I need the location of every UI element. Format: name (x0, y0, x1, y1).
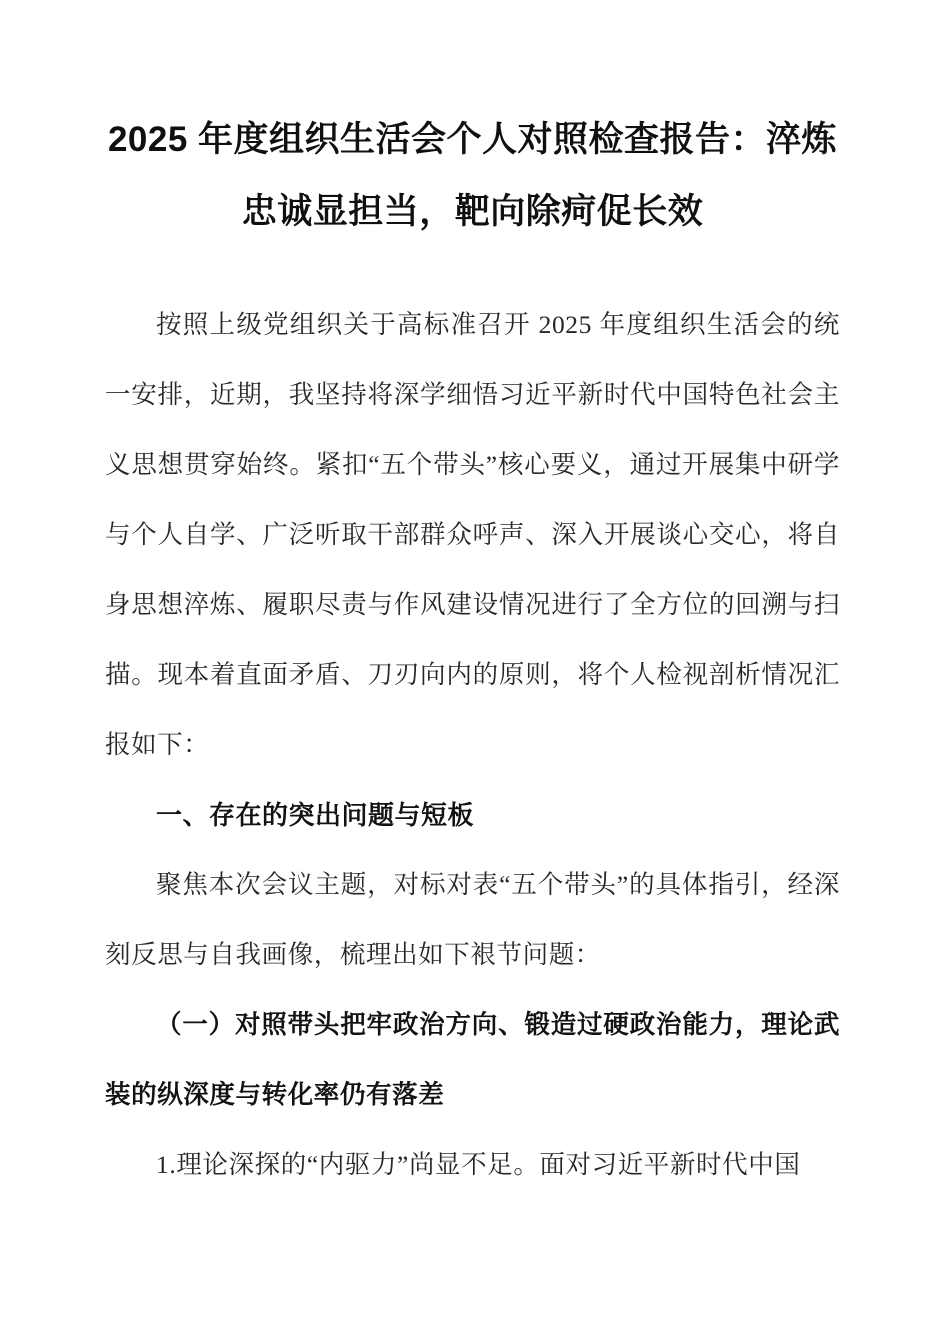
section-one-lead-paragraph: 聚焦本次会议主题，对标对表“五个带头”的具体指引，经深刻反思与自我画像，梳理出如下裉节问题： (105, 870, 840, 969)
page-title (105, 0, 840, 248)
page-title-line-1: 2025 年度组织生活会个人对照检查报告：淬炼 (107, 120, 838, 159)
document-content (105, 0, 840, 1200)
subsection-heading-one-a: （一）对照带头把牢政治方向、锻造过硬政治能力，理论武装的纵深度与转化率仍有落差 (105, 1010, 840, 1109)
intro-paragraph: 按照上级党组织关于高标准召开 2025 年度组织生活会的统一安排，近期，我坚持将深学细悟习近平新时代中国特色社会主义思想贯穿始终。紧扣“五个带头”核心要义，通过开展集中研学与个人自学、广泛听取干部群众呼声、深入开展谈心交心，将自身思想淬炼、履职尽责与作风建设情况进行了全方位的回溯与扫描。现本着直面矛盾、刀刃向内的原则，将个人检视剖析情况汇报如下： (105, 310, 840, 759)
section-heading-one: 一、存在的突出问题与短板 (156, 800, 475, 830)
numbered-item-1: 1.理论深探的“内驱力”尚显不足。面对习近平新时代中国 (156, 1150, 801, 1179)
page-title-line-2: 忠诚显担当，靶向除疴促长效 (241, 192, 704, 231)
